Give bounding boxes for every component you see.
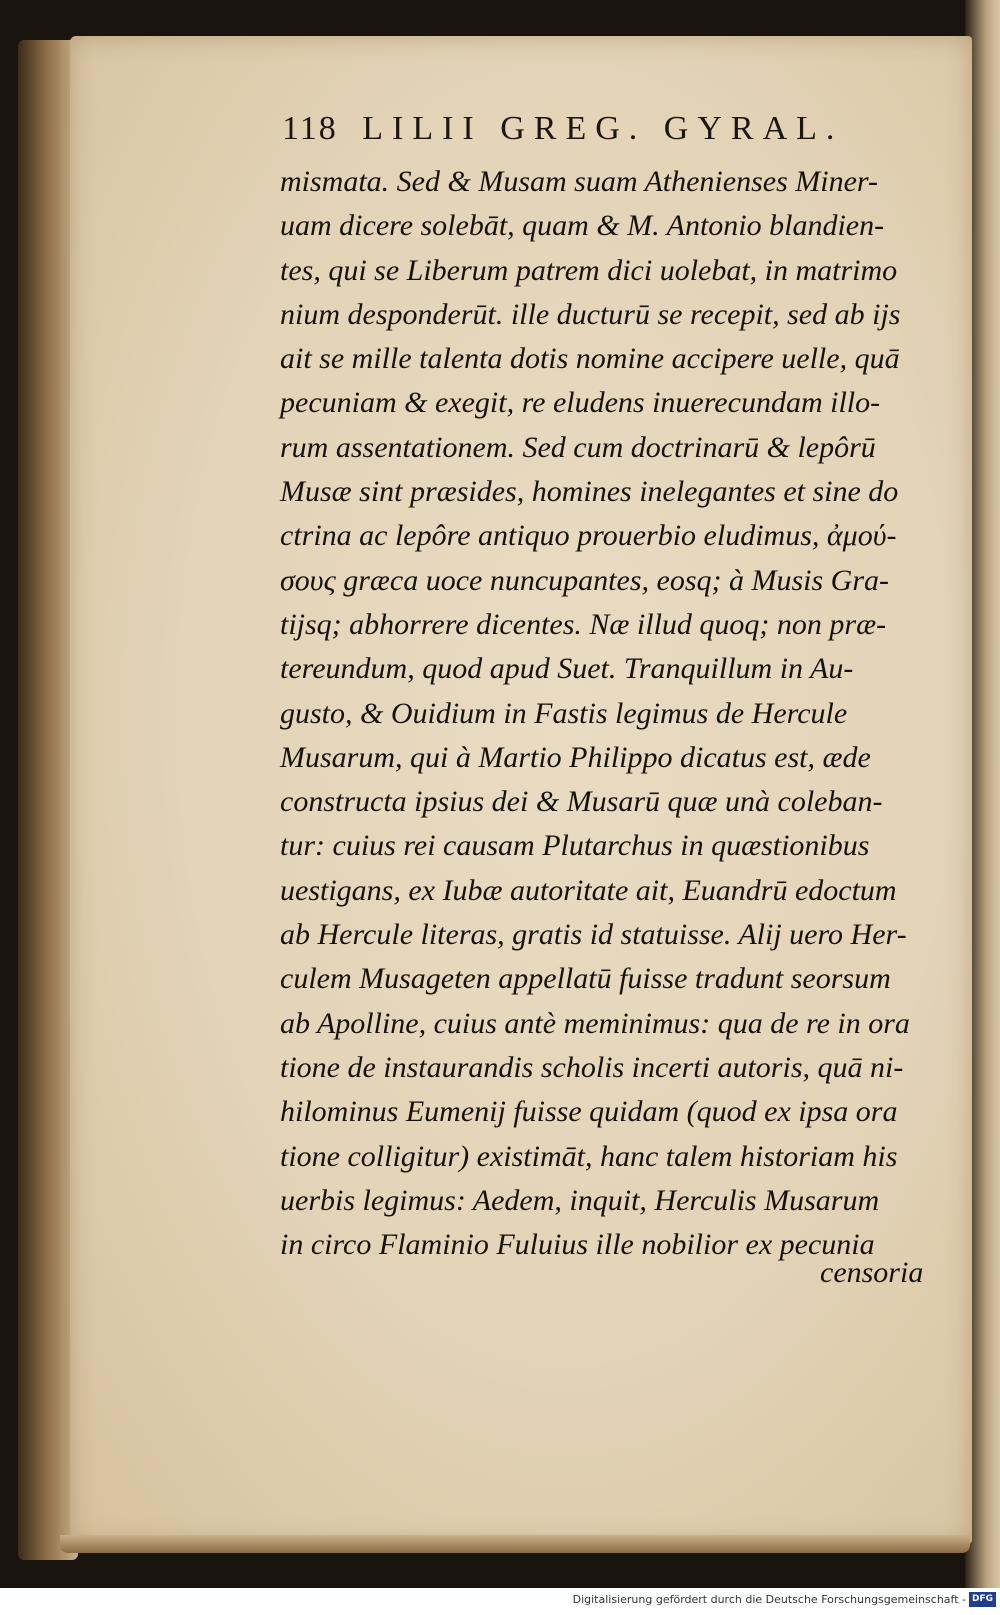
text-line: nium desponderūt. ille ducturū se recepit, sed ab ijs (280, 297, 901, 331)
text-line: uestigans, ex Iubæ autoritate ait, Euandrū edoctum (280, 873, 897, 907)
text-line: Musarum, qui à Martio Philippo dicatus est, æde (280, 740, 871, 774)
dfg-logo-icon: DFG (969, 1592, 996, 1607)
text-line: tijsq; abhorrere dicentes. Næ illud quoq; non præ- (280, 607, 887, 641)
page-header (282, 110, 882, 156)
text-line: pecuniam & exegit, re eludens inuerecundam illo- (280, 386, 881, 420)
text-line: culem Musageten appellatū fuisse tradunt seorsum (280, 962, 891, 996)
text-line: hilominus Eumenij fuisse quidam (quod ex ipsa ora (280, 1095, 898, 1129)
digitization-footer (0, 1588, 1000, 1615)
text-line: ab Apolline, cuius antè meminimus: qua de re in ora (280, 1006, 910, 1040)
text-line: ab Hercule literas, gratis id statuisse. Alij uero Her- (280, 918, 907, 952)
text-line: uam dicere solebāt, quam & M. Antonio blandien- (280, 209, 885, 243)
text-line: Musæ sint præsides, homines inelegantes et sine do (280, 475, 899, 509)
text-line: σους græca uoce nuncupantes, eosq; à Musis Gra- (280, 563, 889, 597)
funding-credit: Digitalisierung gefördert durch die Deutsche Forschungsgemeinschaft - (572, 1593, 966, 1606)
page-number: 118 (282, 110, 338, 147)
text-line: ctrina ac lepôre antiquo prouerbio eludimus, ἀμού- (280, 519, 897, 553)
text-line: tereundum, quod apud Suet. Tranquillum in Au- (280, 652, 854, 686)
text-line: tes, qui se Liberum patrem dici uolebat, in matrimo (280, 253, 898, 287)
text-line: rum assentationem. Sed cum doctrinarū & lepôrū (280, 430, 876, 464)
body-text (280, 160, 910, 1267)
text-line: constructa ipsius dei & Musarū quæ unà coleban- (280, 785, 883, 819)
text-line: tur: cuius rei causam Plutarchus in quæstionibus (280, 829, 870, 863)
text-line: gusto, & Ouidium in Fastis legimus de Hercule (280, 696, 848, 730)
text-line: uerbis legimus: Aedem, inquit, Herculis Musarum (280, 1183, 880, 1217)
text-line: ait se mille talenta dotis nomine accipere uelle, quā (280, 342, 900, 376)
text-line: mismata. Sed & Musam suam Athenienses Miner- (280, 165, 878, 198)
text-line: in circo Flaminio Fuluius ille nobilior ex pecunia (280, 1228, 875, 1262)
running-title: LILII GREG. GYRAL. (362, 110, 844, 147)
catchword: censoria (820, 1256, 924, 1289)
text-line: tione de instaurandis scholis incerti autoris, quā ni- (280, 1050, 904, 1084)
bottom-page-edge (60, 1535, 970, 1553)
left-page-edge (18, 40, 78, 1560)
text-line: tione colligitur) existimāt, hanc talem historiam his (280, 1139, 898, 1173)
